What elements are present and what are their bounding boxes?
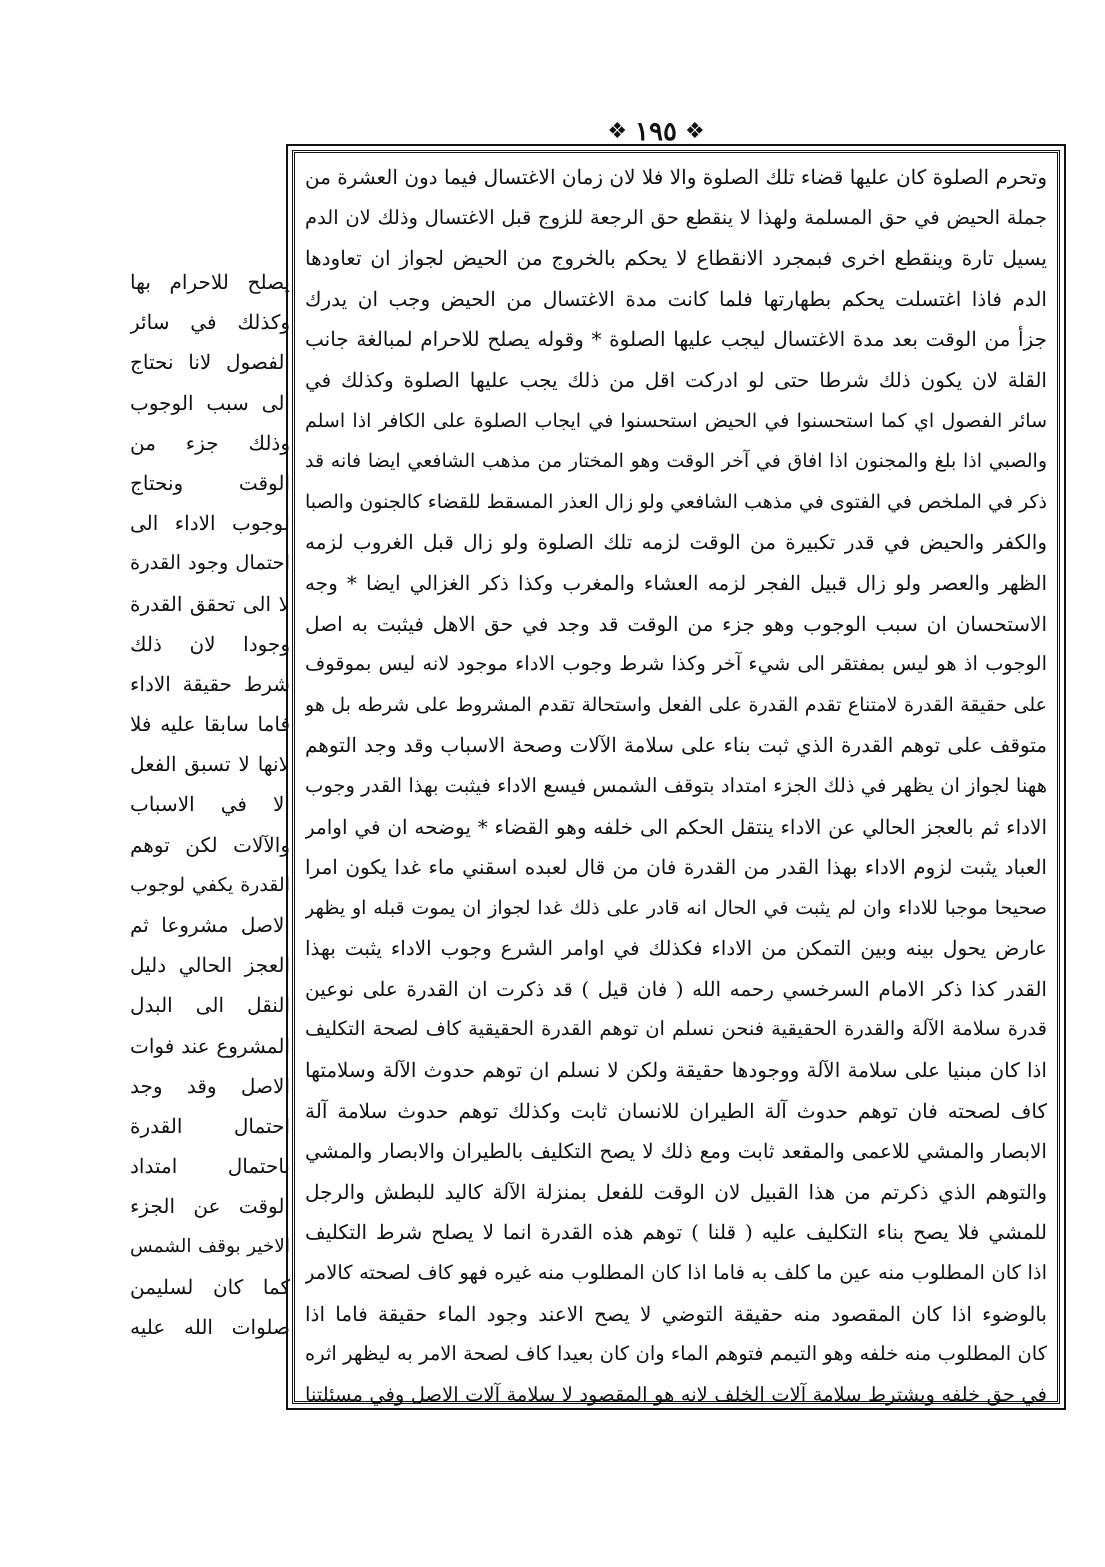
- main-text-line: الابصار والمشي للاعمى والمقعد ثابت ومع ذلك لا يصح التكليف بالطيران والابصار والمشي: [305, 1139, 1047, 1164]
- margin-text-line: الاصل مشروعا ثم: [130, 913, 290, 937]
- main-text-line: بالوضوء اذا كان المقصود منه حقيقة التوضي لا يصح الاعند وجود الماء حقيقة فاما اذا: [305, 1301, 1047, 1326]
- margin-commentary: [130, 262, 290, 1347]
- margin-text-line: الفصول لانا نحتاج: [130, 350, 290, 375]
- margin-text-line: القدرة يكفي لوجوب: [130, 873, 290, 896]
- margin-text-line: الاخير بوقف الشمس: [130, 1235, 290, 1257]
- margin-text-line: وجودا لان ذلك: [130, 631, 290, 656]
- main-text-line: الاداء ثم بالعجز الحالي عن الاداء ينتقل الحكم الى خلفه وهو القضاء * يوضحه ان في اوامر: [305, 814, 1047, 839]
- main-text-line: صحيحا موجبا للاداء وان لم يثبت في الحال انه قادر على ذلك غدا لجواز ان يموت قبله او يظهر: [305, 896, 1047, 919]
- margin-text-line: باحتمال امتداد: [130, 1154, 290, 1179]
- margin-text-line: العجز الحالي دليل: [130, 953, 290, 978]
- main-text-line: اذا كان المطلوب منه عين ما كلف به فاما اذا كان المطلوب منه غيره فهو كاف لصحته كالامر: [305, 1261, 1047, 1285]
- main-text-line: كاف لصحته فان توهم حدوث آلة الطيران للانسان ثابت وكذلك توهم حدوث سلامة آلة: [305, 1098, 1047, 1123]
- main-text-line: الدم فاذا اغتسلت يحكم بطهارتها فلما كانت مدة الاغتسال من الحيض وجب ان يدرك: [305, 286, 1047, 311]
- margin-text-line: فاما سابقا عليه فلا: [130, 712, 290, 737]
- main-text-line: كان المطلوب منه خلفه وهو التيمم فتوهم الماء وان كان بعيدا كاف لصحة الامر به ليظهر اثره: [305, 1342, 1047, 1366]
- main-text-line: في حق خلفه ويشترط سلامة آلات الخلف لانه هو المقصود لا سلامة آلات الاصل وفي مسئلتنا: [305, 1382, 1047, 1406]
- main-text-line: العباد يثبت لزوم الاداء بهذا القدر من القدرة فان من قال لعبده اسقني ماء غدا يكون امرا: [305, 855, 1047, 880]
- margin-text-line: يصلح للاحرام بها: [130, 270, 290, 294]
- main-text-line: جملة الحيض في حق المسلمة ولهذا لا ينقطع حق الرجعة للزوج قبل الاغتسال وذلك لان الدم: [305, 205, 1047, 229]
- main-text-body: [305, 157, 1047, 1415]
- main-text-line: قدرة سلامة الآلة والقدرة الحقيقية فنحن نسلم ان توهم القدرة الحقيقية كاف لصحة التكليف: [305, 1017, 1047, 1041]
- ornament-left-icon: ❖: [607, 119, 628, 144]
- main-text-line: والتوهم الذي ذكرتم من هذا القبيل لان الوقت للفعل بمنزلة الآلة كاليد للبطش والرجل: [305, 1179, 1047, 1204]
- margin-text-line: وكذلك في سائر: [130, 310, 290, 335]
- margin-text-line: احتمال وجود القدرة: [130, 551, 290, 575]
- ornament-right-icon: ❖: [684, 119, 705, 144]
- margin-text-line: لوجوب الاداء الى: [130, 511, 290, 536]
- margin-text-line: النقل الى البدل: [130, 993, 290, 1018]
- main-text-line: والكفر والحيض في قدر تكبيرة من الوقت لزمه تلك الصلوة ولو زال قبل الغروب لزمه: [305, 530, 1047, 555]
- margin-text-line: وذلك جزء من: [130, 430, 290, 455]
- main-text-line: على حقيقة القدرة لامتناع تقدم القدرة على الفعل واستحالة تقدم المشروط على شرطه بل هو: [305, 693, 1047, 716]
- margin-text-line: المشروع عند فوات: [130, 1033, 290, 1058]
- main-text-line: اذا كان مبنيا على سلامة الآلة ووجودها حقيقة ولكن لا نسلم ان توهم حدوث الآلة وسلامتها: [305, 1058, 1047, 1083]
- margin-text-line: الا في الاسباب: [130, 792, 290, 817]
- margin-text-line: احتمال القدرة: [130, 1113, 290, 1138]
- main-text-line: القلة لان يكون ذلك شرطا حتى لو ادركت اقل من ذلك يجب عليها الصلوة وكذلك في: [305, 367, 1047, 392]
- main-text-frame: [292, 150, 1060, 1404]
- main-text-line: وتحرم الصلوة كان عليها قضاء تلك الصلوة والا فلا لان زمان الاغتسال فيما دون العشرة من: [305, 165, 1047, 189]
- main-text-line: متوقف على توهم القدرة الذي ثبت بناء على سلامة الآلات وصحة الاسباب وقد وجد التوهم: [305, 733, 1047, 758]
- margin-text-line: الوقت عن الجزء: [130, 1194, 290, 1219]
- main-text-line: جزأ من الوقت بعد مدة الاغتسال ليجب عليها الصلوة * وقوله يصلح للاحرام لمبالغة جانب: [305, 327, 1047, 352]
- main-text-line: ههنا لجواز ان يظهر في ذلك الجزء امتداد بتوقف الشمس فيسع الاداء فيثبت بهذا القدر وجوب: [305, 773, 1047, 797]
- main-text-line: ذكر في الملخص في الفتوى في مذهب الشافعي ولو زال العذر المسقط للقضاء كالجنون والصبا: [305, 490, 1047, 513]
- page-number: ١٩٥: [635, 117, 677, 147]
- margin-text-line: لا الى تحقق القدرة: [130, 591, 290, 616]
- main-text-line: والصبي اذا بلغ والمجنون اذا افاق في آخر الوقت وهو المختار من مذهب الشافعي ايضا فانه قد: [305, 450, 1047, 473]
- main-text-line: الظهر والعصر ولو زال قبيل الفجر لزمه العشاء والمغرب وكذا ذكر الغزالي ايضا * وجه: [305, 570, 1047, 595]
- margin-text-line: كما كان لسليمن: [130, 1274, 290, 1299]
- margin-text-line: الوقت ونحتاج: [130, 470, 290, 495]
- margin-text-line: والآلات لكن توهم: [130, 832, 290, 857]
- main-text-line: الوجوب اذ هو ليس بمفتقر الى شيء آخر وكذا شرط وجوب الاداء موجود لانه ليس بموقوف: [305, 652, 1047, 676]
- main-text-line: للمشي فلا يصح بناء التكليف عليه ( قلنا ) توهم هذه القدرة انما لا يصلح شرط التكليف: [305, 1220, 1047, 1245]
- main-text-line: القدر كذا ذكر الامام السرخسي رحمه الله ( فان قيل ) قد ذكرت ان القدرة على نوعين: [305, 976, 1047, 1001]
- margin-text-line: الاصل وقد وجد: [130, 1073, 290, 1098]
- main-text-line: الاستحسان ان سبب الوجوب وهو جزء من الوقت قد وجد في حق الاهل فيثبت به اصل: [305, 611, 1047, 636]
- margin-text-line: صلوات الله عليه: [130, 1314, 290, 1339]
- margin-text-line: شرط حقيقة الاداء: [130, 671, 290, 696]
- main-text-line: يسيل تارة وينقطع اخرى فبمجرد الانقطاع لا يحكم بالخروج من الحيض لجواز ان تعاودها: [305, 246, 1047, 271]
- main-text-line: سائر الفصول اي كما استحسنوا في الحيض استحسنوا في ايجاب الصلوة على الكافر اذا اسلم: [305, 409, 1047, 432]
- page-header: [596, 112, 716, 152]
- margin-text-line: الى سبب الوجوب: [130, 390, 290, 415]
- main-text-line: عارض يحول بينه وبين التمكن من الاداء فكذلك في اوامر الشرع وجوب الاداء يثبت بهذا: [305, 936, 1047, 961]
- margin-text-line: لانها لا تسبق الفعل: [130, 752, 290, 777]
